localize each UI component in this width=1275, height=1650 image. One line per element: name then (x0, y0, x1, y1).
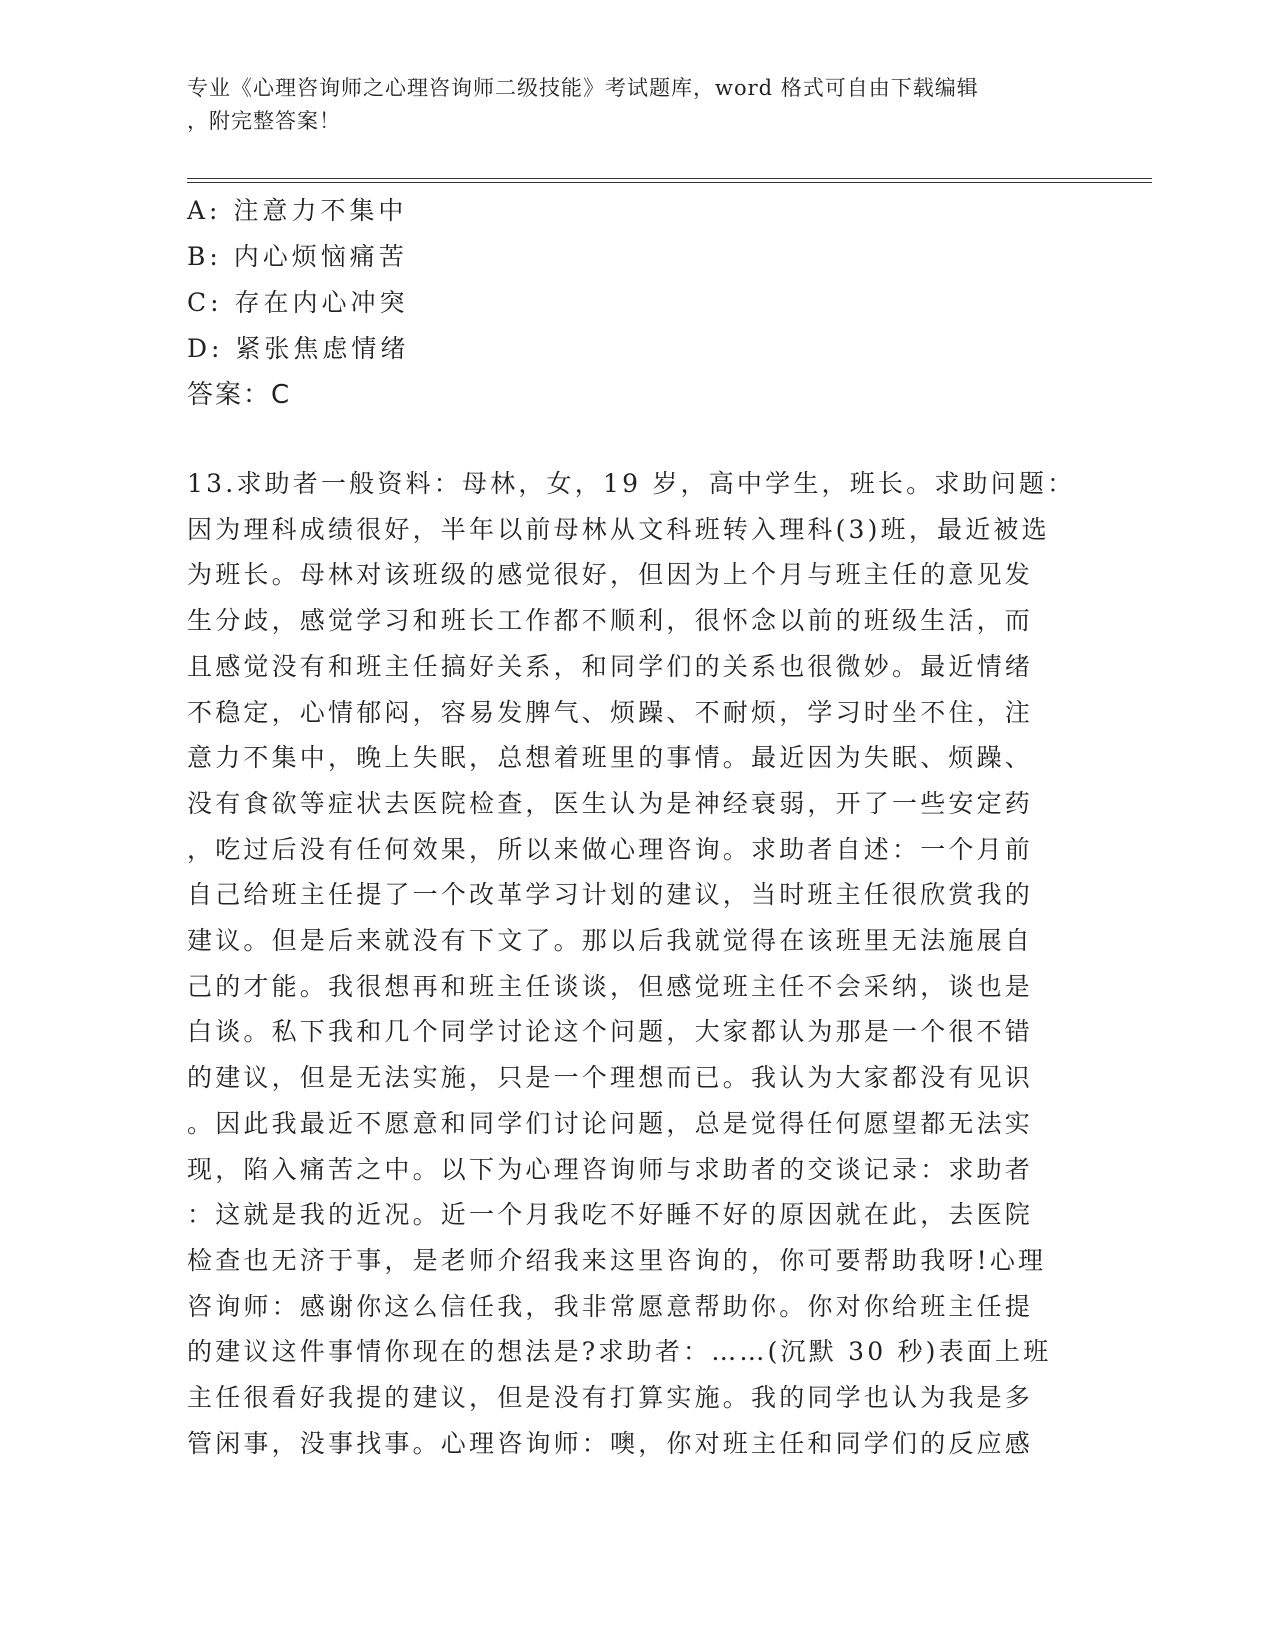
question-line: 自己给班主任提了一个改革学习计划的建议，当时班主任很欣赏我的 (187, 880, 1034, 910)
answer-options (187, 188, 1087, 418)
question-line: 意力不集中，晚上失眠，总想着班里的事情。最近因为失眠、烦躁、 (187, 743, 1034, 773)
answer-key: 答案：C (187, 380, 292, 410)
option-d: D: 紧张焦虑情绪 (187, 334, 410, 363)
question-line: 己的才能。我很想再和班主任谈谈，但感觉班主任不会采纳，谈也是 (187, 971, 1034, 1001)
question-line: 现，陷入痛苦之中。以下为心理咨询师与求助者的交谈记录：求助者 (187, 1154, 1034, 1184)
header-title-line-2: ，附完整答案！ (187, 109, 341, 133)
question-line: 且感觉没有和班主任搞好关系，和同学们的关系也很微妙。最近情绪 (187, 651, 1034, 681)
question-line: 白谈。私下我和几个同学讨论这个问题，大家都认为那是一个很不错 (187, 1017, 1034, 1047)
question-line: 的建议这件事情你现在的想法是?求助者：……(沉默 30 秒)表面上班 (187, 1337, 1052, 1367)
question-13 (187, 461, 1076, 1466)
header-divider-top (187, 178, 1152, 179)
header-title-line-1: 专业《心理咨询师之心理咨询师二级技能》考试题库，word 格式可自由下载编辑 (187, 76, 979, 100)
header-divider-bottom (187, 182, 1152, 183)
question-line: 13.求助者一般资料：母林，女，19 岁，高中学生，班长。求助问题： (187, 469, 1076, 498)
question-line: 主任很看好我提的建议，但是没有打算实施。我的同学也认为我是多 (187, 1383, 1034, 1413)
question-line: ，吃过后没有任何效果，所以来做心理咨询。求助者自述：一个月前 (187, 834, 1034, 864)
question-line: ：这就是我的近况。近一个月我吃不好睡不好的原因就在此，去医院 (187, 1200, 1034, 1230)
question-line: 检查也无济于事，是老师介绍我来这里咨询的，你可要帮助我呀!心理 (187, 1245, 1047, 1275)
question-line: 为班长。母林对该班级的感觉很好，但因为上个月与班主任的意见发 (187, 560, 1034, 590)
question-line: 不稳定，心情郁闷，容易发脾气、烦躁、不耐烦，学习时坐不住，注 (187, 697, 1034, 727)
question-line: 咨询师：感谢你这么信任我，我非常愿意帮助你。你对你给班主任提 (187, 1291, 1034, 1321)
option-b: B: 内心烦恼痛苦 (187, 242, 408, 271)
question-line: 。因此我最近不愿意和同学们讨论问题，总是觉得任何愿望都无法实 (187, 1108, 1034, 1138)
question-line: 的建议，但是无法实施，只是一个理想而已。我认为大家都没有见识 (187, 1063, 1034, 1093)
question-line: 没有食欲等症状去医院检查，医生认为是神经衰弱，开了一些安定药 (187, 788, 1034, 818)
question-line: 管闲事，没事找事。心理咨询师：噢，你对班主任和同学们的反应感 (187, 1428, 1034, 1458)
question-line: 生分歧，感觉学习和班长工作都不顺利，很怀念以前的班级生活，而 (187, 606, 1034, 636)
question-line: 建议。但是后来就没有下文了。那以后我就觉得在该班里无法施展自 (187, 926, 1034, 956)
question-line: 因为理科成绩很好，半年以前母林从文科班转入理科(3)班，最近被选 (187, 514, 1050, 544)
option-a: A: 注意力不集中 (187, 196, 408, 225)
option-c: C: 存在内心冲突 (187, 288, 409, 317)
document-header (187, 72, 1067, 138)
